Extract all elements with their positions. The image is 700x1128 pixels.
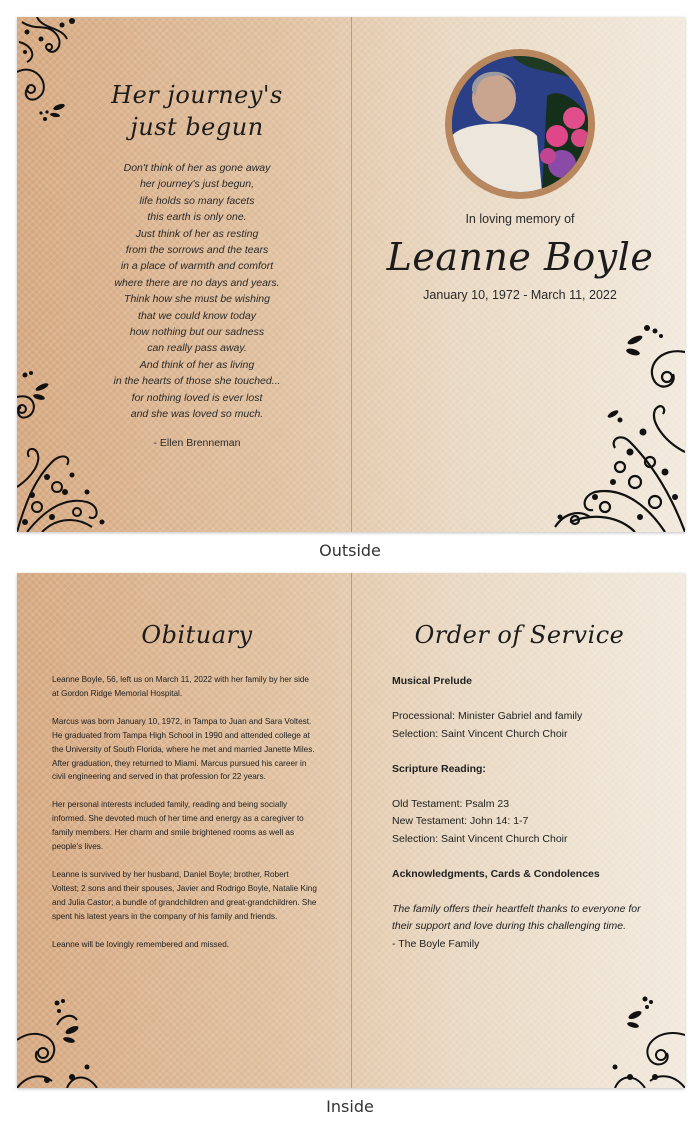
outside-caption: Outside [319, 541, 381, 560]
deceased-name: Leanne Boyle [386, 235, 654, 279]
poem-line: Don't think of her as gone away [123, 162, 271, 174]
obituary-paragraph: Leanne Boyle, 56, left us on March 11, 2022 with her family by her side at Gordon Ridge Memorial Hospital. [52, 675, 309, 698]
poem-line: can really pass away. [147, 342, 247, 355]
floral-ornament-icon [595, 995, 685, 1088]
poem-line: in the hearts of those she touched... [113, 375, 281, 388]
poem-title-line: just begun [130, 113, 264, 141]
outside-spread [17, 17, 685, 532]
fold-line [351, 573, 352, 1088]
obituary-title: Obituary [141, 621, 253, 649]
floral-ornament-icon [17, 995, 107, 1088]
inside-caption: Inside [326, 1097, 374, 1116]
poem-body [77, 160, 317, 451]
portrait-frame [445, 49, 595, 199]
service-section-heading: Acknowledgments, Cards & Condolences [392, 867, 600, 880]
service-item: Selection: Saint Vincent Church Choir [392, 832, 568, 845]
poem-line: and she was loved so much. [130, 408, 264, 421]
poem-line: And think of her as living [139, 358, 255, 371]
poem-line: where there are no days and years. [114, 276, 280, 289]
poem-line: Think how she must be wishing [124, 293, 270, 306]
poem-title-line: Her journey's [111, 81, 283, 109]
order-of-service-body [392, 673, 672, 953]
poem-line: that we could know today [138, 309, 256, 322]
poem-line: Just think of her as resting [135, 227, 259, 240]
poem-line: life holds so many facets [139, 194, 255, 207]
obituary-paragraph: Her personal interests included family, reading and being socially informed. She devoted much of her time and energy as a caregiver to family members. Her charm and smile brightened rooms as well as people's lives. [52, 800, 304, 852]
service-section-heading: Musical Prelude [392, 675, 472, 687]
poem-line: from the sorrows and the tears [125, 244, 269, 257]
thanks-text: The family offers their heartfelt thanks to everyone for [392, 902, 641, 915]
order-of-service-title: Order of Service [414, 621, 625, 649]
fold-line [351, 17, 352, 532]
poem-title [77, 79, 317, 143]
obituary-body [52, 673, 317, 952]
obituary-paragraph: Marcus was born January 10, 1972, in Tampa to Juan and Sara Voltest. He graduated from Tampa High School in 1990 and attended college at the University of South Florida, where he met and married Janette Miles. After graduation, they returned to Miami. Marcus pursued his career in civil engineering and served in that profession for 22 years. [52, 716, 315, 782]
poem-author: - Ellen Brenneman [153, 436, 241, 449]
life-dates: January 10, 1972 - March 11, 2022 [423, 288, 617, 302]
inside-spread [17, 573, 685, 1088]
poem-line: in a place of warmth and comfort [120, 260, 274, 273]
thanks-text: their support and love during this challenging time. [392, 920, 627, 932]
portrait-photo [452, 56, 588, 192]
service-item: Processional: Minister Gabriel and family [392, 710, 583, 722]
poem-line: her journey's just begun, [139, 178, 255, 191]
memory-label: In loving memory of [465, 212, 575, 226]
poem-line: how nothing but our sadness [129, 326, 265, 339]
service-item: Old Testament: Psalm 23 [392, 797, 510, 810]
service-section-heading: Scripture Reading: [392, 762, 486, 775]
floral-ornament-icon [535, 322, 685, 532]
obituary-paragraph: Leanne is survived by her husband, Daniel Boyle; brother, Robert Voltest; 2 sons and their spouses, Javier and Rodrigo Boyle, Natalie King and Julia Castor; a bundle of grandchildren and great-grandchildren. She spent his latest years in the company of his family and friends. [52, 869, 317, 921]
poem-line: for nothing loved is ever lost [131, 391, 263, 404]
service-item: New Testament: John 14: 1-7 [392, 815, 529, 827]
service-item: Selection: Saint Vincent Church Choir [392, 727, 568, 740]
family-signature: - The Boyle Family [392, 937, 480, 950]
obituary-paragraph: Leanne will be lovingly remembered and missed. [52, 939, 230, 949]
poem-line: this earth is only one. [147, 211, 247, 224]
